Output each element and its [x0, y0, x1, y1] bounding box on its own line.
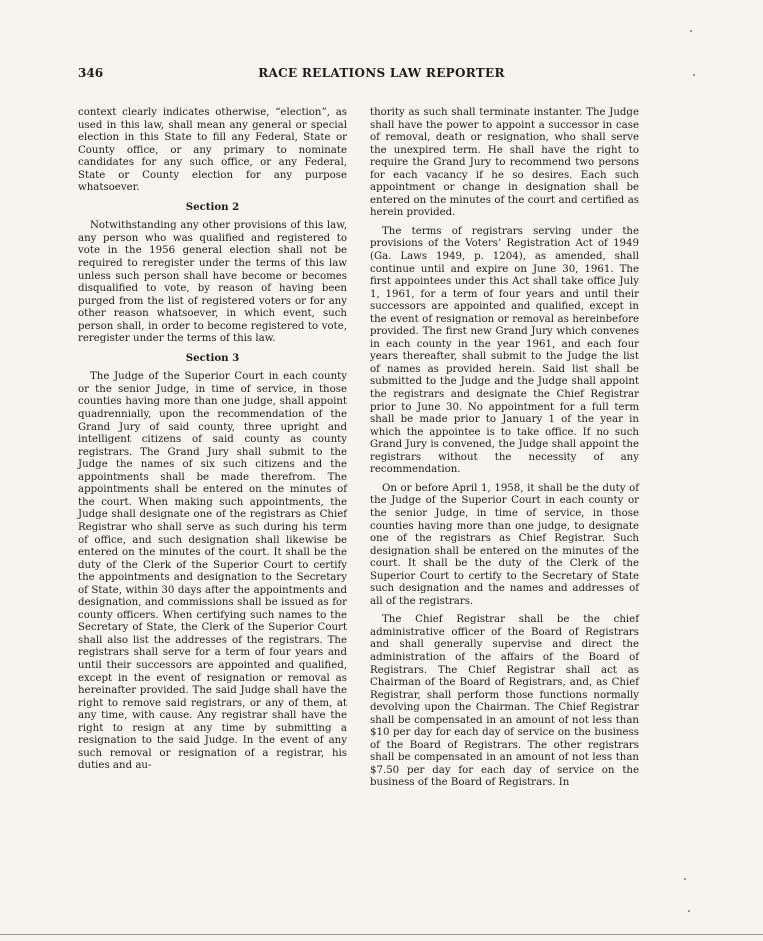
paragraph: On or before April 1, 1958, it shall be the duty of the Judge of the Superior Court in each county or the senior Judge, in time of service, in those counties having more than one judge, to designate one of the registrars as Chief Registrar. Such designation shall be entered on the minutes of the court. It shall be the duty of the Clerk of the Superior Court to certify to the Secretary of State such designation and the names and addresses of all of the registrars. — [370, 482, 639, 607]
section-heading: Section 3 — [185, 351, 240, 364]
left-text-column — [78, 107, 347, 779]
scan-speck — [684, 878, 686, 880]
scan-speck — [693, 74, 695, 76]
scan-speck — [688, 910, 690, 912]
page-bottom-edge — [0, 934, 763, 935]
section-heading: Section 2 — [185, 200, 240, 213]
paragraph: thority as such shall terminate instanter. The Judge shall have the power to appoint a successor in case of removal, death or resignation, who shall serve the unexpired term. He shall have the right to require the Grand Jury to recommend two persons for each vacancy if he so desires. Each such appointment or change in designation shall be entered on the minutes of the court and certified as herein provided. — [370, 107, 639, 219]
page-number: 346 — [78, 66, 104, 80]
paragraph: The Chief Registrar shall be the chief administrative officer of the Board of Registrars and shall generally supervise and direct the administration of the affairs of the Board of Registrars. The Chief Registrar shall act as Chairman of the Board of Registrars, and, as Chief Registrar, shall perform those functions normally devolving upon the Chairman. The Chief Registrar shall be compensated in an amount of not less than $10 per day for each day of service on the business of the Board of Registrars. The other registrars shall be compensated in an amount of not less than $7.50 per day for each day of service on the business of the Board of Registrars. In — [370, 614, 639, 789]
running-header-title: RACE RELATIONS LAW REPORTER — [258, 66, 505, 80]
paragraph: The terms of registrars serving under the provisions of the Voters’ Registration Act of 1949 (Ga. Laws 1949, p. 1204), as amended, shall continue until and expire on June 30, 1961. The first appointees under this Act shall take office July 1, 1961, for a term of four years and until their successors are appointed and qualified, except in the event of resignation or removal as hereinbefore provided. The first new Grand Jury which convenes in each county in the year 1961, and each four years thereafter, shall submit to the Judge the list of names as provided herein. Said list shall be submitted to the Judge and the Judge shall appoint the registrars and designate the Chief Registrar prior to June 30. No appointment for a full term shall be made prior to January 1 of the year in which the appointee is to take office. If no such Grand Jury is convened, the Judge shall appoint the registrars without the necessity of any recommendation. — [370, 225, 639, 476]
paragraph: context clearly indicates otherwise, “election”, as used in this law, shall mean any general or special election in this State to fill any Federal, State or County office, or any primary to nominate candidates for any such office, or any Federal, State or County election for any purpose whatsoever. — [78, 107, 347, 194]
paragraph: Notwithstanding any other provisions of this law, any person who was qualified and registered to vote in the 1956 general election shall not be required to reregister under the terms of this law unless such person shall have become or becomes disqualified to vote, by reason of having been purged from the list of registered voters or for any other reason whatsoever, in which event, such person shall, in order to become registered to vote, reregister under the terms of this law. — [78, 220, 347, 345]
paragraph: The Judge of the Superior Court in each county or the senior Judge, in time of service, in those counties having more than one judge, shall appoint quadrennially, upon the recommendation of the Grand Jury of said county, three upright and intelligent citizens of said county as county registrars. The Grand Jury shall submit to the Judge the names of six such citizens and the appointments shall be made therefrom. The appointments shall be entered on the minutes of the court. When making such appointments, the Judge shall designate one of the registrars as Chief Registrar who shall serve as such during his term of office, and such designation shall likewise be entered on the minutes of the court. It shall be the duty of the Clerk of the Superior Court to certify the appointments and designation to the Secretary of State, within 30 days after the appointments and designation, and commissions shall be issued as for county officers. When certifying such names to the Secretary of State, the Clerk of the Superior Court shall also list the addresses of the registrars. The registrars shall serve for a term of four years and until their successors are appointed and qualified, except in the event of resignation or removal as hereinafter provided. The said Judge shall have the right to remove said registrars, or any of them, at any time, with cause. Any registrar shall have the right to resign at any time by submitting a resignation to the said Judge. In the event of any such removal or resignation of a registrar, his duties and au- — [78, 371, 347, 772]
scan-speck — [690, 30, 692, 32]
right-text-column — [370, 107, 639, 796]
